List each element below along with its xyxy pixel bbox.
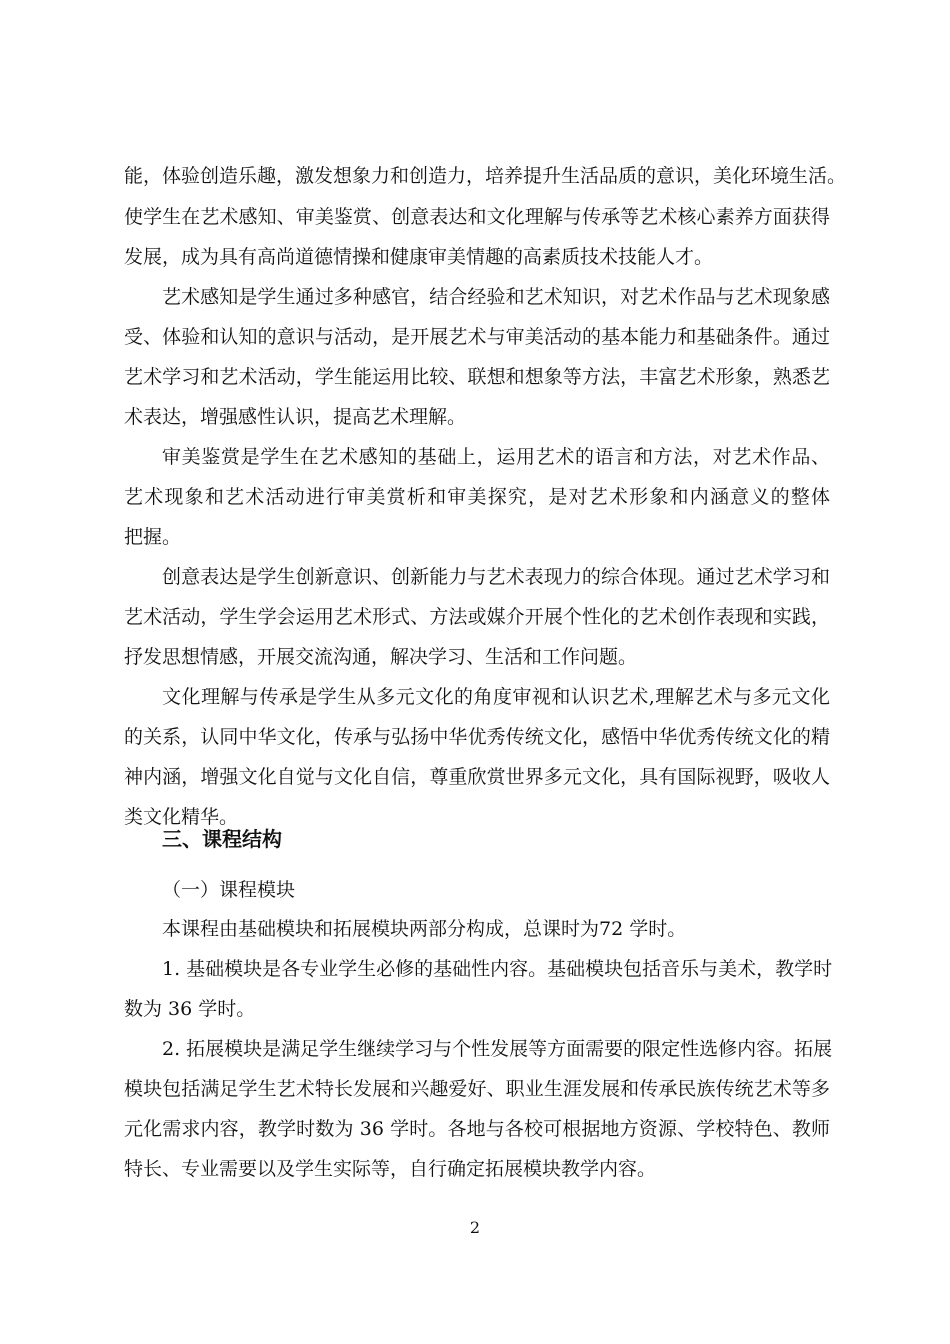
body-text-line: 元化需求内容，教学时数为 36 学时。各地与各校可根据地方资源、学校特色、教师 (124, 1118, 830, 1140)
body-text-line: 抒发思想情感，开展交流沟通，解决学习、生活和工作问题。 (124, 646, 638, 668)
body-text-line: 艺术现象和艺术活动进行审美赏析和审美探究，是对艺术形象和内涵意义的整体 (124, 486, 830, 508)
subsection-heading: （一）课程模块 (162, 879, 296, 901)
page-number: 2 (469, 1218, 481, 1237)
body-text-line: 特长、专业需要以及学生实际等，自行确定拓展模块教学内容。 (124, 1158, 657, 1180)
body-text-line: 本课程由基础模块和拓展模块两部分构成，总课时为72 学时。 (162, 918, 687, 940)
body-text-line: 2. 拓展模块是满足学生继续学习与个性发展等方面需要的限定性选修内容。拓展 (162, 1038, 833, 1060)
body-text-line: 能，体验创造乐趣，激发想象力和创造力，培养提升生活品质的意识，美化环境生活。 (124, 165, 847, 187)
section-heading: 三、课程结构 (162, 827, 282, 851)
body-text-line: 的关系，认同中华文化，传承与弘扬中华优秀传统文化，感悟中华优秀传统文化的精 (124, 726, 830, 748)
body-text-line: 数为 36 学时。 (124, 998, 256, 1020)
body-text-line: 神内涵，增强文化自觉与文化自信，尊重欣赏世界多元文化，具有国际视野，吸收人 (124, 766, 830, 788)
body-text-line: 类文化精华。 (124, 806, 239, 828)
body-text-line: 创意表达是学生创新意识、创新能力与艺术表现力的综合体现。通过艺术学习和 (162, 566, 830, 588)
body-text-line: 艺术学习和艺术活动，学生能运用比较、联想和想象等方法，丰富艺术形象，熟悉艺 (124, 366, 830, 388)
body-text-line: 发展，成为具有高尚道德情操和健康审美情趣的高素质技术技能人才。 (124, 246, 714, 268)
body-text-line: 术表达，增强感性认识，提高艺术理解。 (124, 406, 467, 428)
body-text-line: 1. 基础模块是各专业学生必修的基础性内容。基础模块包括音乐与美术，教学时 (162, 958, 833, 980)
body-text-line: 受、体验和认知的意识与活动，是开展艺术与审美活动的基本能力和基础条件。通过 (124, 326, 830, 348)
body-text-line: 艺术活动，学生学会运用艺术形式、方法或媒介开展个性化的艺术创作表现和实践， (124, 606, 830, 628)
body-text-line: 艺术感知是学生通过多种感官，结合经验和艺术知识，对艺术作品与艺术现象感 (162, 286, 830, 308)
body-text-line: 把握。 (124, 526, 182, 548)
body-text-line: 文化理解与传承是学生从多元文化的角度审视和认识艺术,理解艺术与多元文化 (162, 686, 830, 708)
body-text-line: 使学生在艺术感知、审美鉴赏、创意表达和文化理解与传承等艺术核心素养方面获得 (124, 206, 830, 228)
body-text-line: 审美鉴赏是学生在艺术感知的基础上，运用艺术的语言和方法，对艺术作品、 (162, 446, 830, 468)
body-text-line: 模块包括满足学生艺术特长发展和兴趣爱好、职业生涯发展和传承民族传统艺术等多 (124, 1078, 830, 1100)
